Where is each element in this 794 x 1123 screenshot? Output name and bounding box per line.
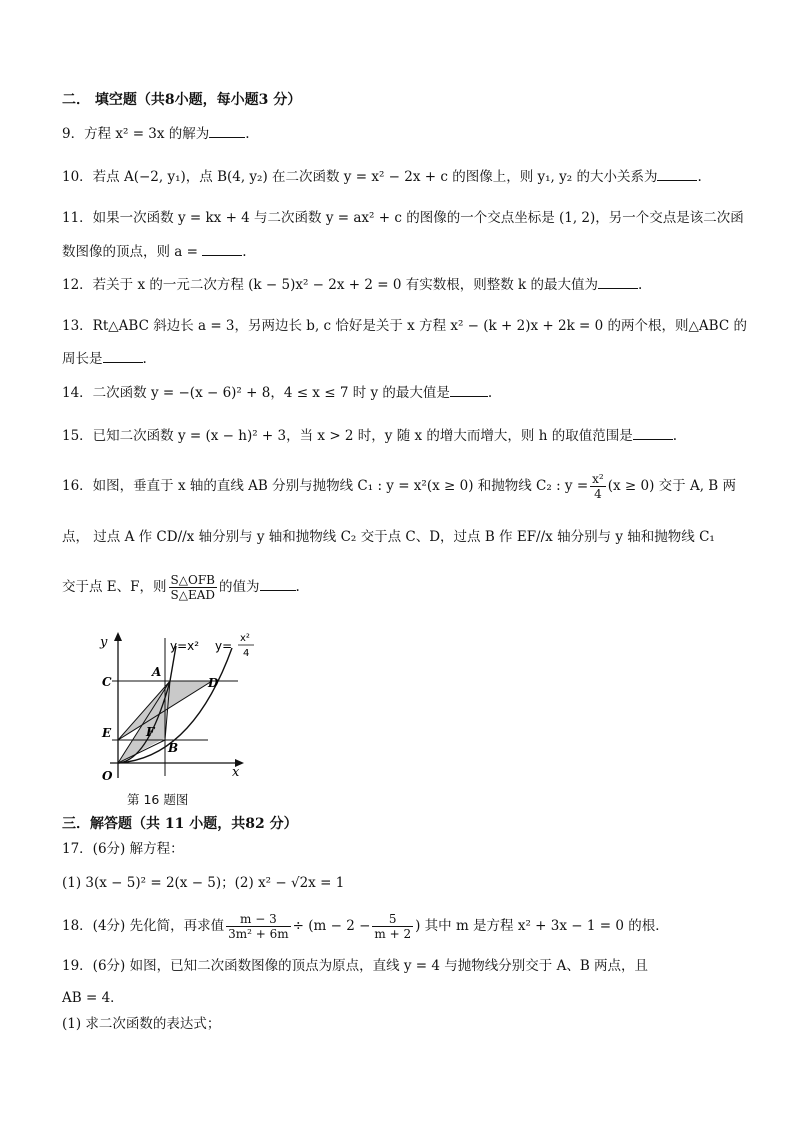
figure-caption: 第 16 题图 [127, 792, 189, 807]
question-16-line1 [62, 472, 734, 501]
question-14-text: 14．二次函数 y = −(x − 6)² + 8，4 ≤ x ≤ 7 时 y 的最大值是 [62, 385, 450, 401]
answer-blank [103, 348, 143, 363]
fraction-2 [372, 912, 413, 941]
question-16-text-c: 交于点 E、F，则 [62, 579, 167, 595]
curve-c2-fraction-numerator: x² [240, 633, 250, 644]
answer-blank [209, 123, 245, 138]
question-13-line2: 周长是 . [62, 348, 734, 369]
question-18-text-a: 18．(4分) 先化简，再求值 [62, 918, 225, 934]
question-10: 10．若点 A(−2, y₁)，点 B(4, y₂) 在二次函数 y = x² − 2x + c 的图像上，则 y₁, y₂ 的大小关系为 . [62, 166, 734, 187]
fraction-numerator: S△OFB [169, 573, 218, 588]
answer-section-header: 三．解答题（共 11 小题，共82 分） [62, 816, 298, 832]
question-14: 14．二次函数 y = −(x − 6)² + 8，4 ≤ x ≤ 7 时 y 的最大值是 . [62, 382, 734, 403]
fraction-x2-over-4 [590, 472, 606, 501]
label-b: B [168, 741, 179, 755]
question-16-line2: 点， 过点 A 作 CD//x 轴分别与 y 轴和抛物线 C₂ 交于点 C、D，过点 B 作 EF//x 轴分别与 y 轴和抛物线 C₁ [62, 529, 715, 545]
fill-in-section-header: 二． 填空题（共8小题，每小题3 分） [62, 92, 302, 108]
question-12: 12．若关于 x 的一元二次方程 (k − 5)x² − 2x + 2 = 0 有实数根，则整数 k 的最大值为 . [62, 274, 734, 295]
question-12-text: 12．若关于 x 的一元二次方程 (k − 5)x² − 2x + 2 = 0 有实数根，则整数 k 的最大值为 [62, 277, 599, 293]
question-19-line2: AB = 4． [62, 990, 124, 1006]
y-axis-arrow-icon [114, 632, 122, 641]
question-15: 15．已知二次函数 y = (x − h)² + 3，当 x > 2 时，y 随 x 的增大而增大，则 h 的取值范围是 . [62, 425, 734, 446]
label-x: x [232, 765, 240, 780]
question-16-text-b: (x ≥ 0) 交于 A, B 两 [607, 478, 736, 494]
label-e: E [102, 726, 112, 740]
question-17-line2: (1) 3(x − 5)² = 2(x − 5)；(2) x² − √2x = 1 [62, 875, 345, 891]
label-c: C [102, 675, 112, 689]
question-19-line1: 19．(6分) 如图，已知二次函数图像的顶点为原点，直线 y = 4 与抛物线分别交于 A、B 两点，且 [62, 958, 649, 974]
question-9-text: 9．方程 x² = 3x 的解为 [62, 126, 210, 142]
fraction-numerator: x² [592, 472, 604, 486]
fraction-denominator: m + 2 [374, 927, 412, 941]
answer-blank [657, 166, 697, 181]
question-19-line3: (1) 求二次函数的表达式； [62, 1016, 221, 1032]
question-13-text: 周长是 [62, 351, 103, 367]
question-11-line1: 11．如果一次函数 y = kx + 4 与二次函数 y = ax² + c 的图像的一个交点坐标是 (1, 2)，另一个交点是该二次函 [62, 210, 744, 226]
question-16-line3: 交于点 E、F，则 $\frac{\text{S△OFB}}{\text{S△EAD}}$ 的值为 . [62, 573, 300, 602]
fraction-denominator: 3m² + 6m [228, 927, 289, 941]
question-16-text-d: 的值为 [219, 579, 260, 595]
question-13-line1: 13．Rt△ABC 斜边长 a = 3，另两边长 b, c 恰好是关于 x 方程 x² − (k + 2)x + 2k = 0 的两个根，则△ABC 的 [62, 318, 747, 334]
question-16-figure [92, 628, 262, 793]
answer-blank [450, 382, 488, 397]
label-y: y [100, 635, 108, 650]
answer-blank [202, 241, 242, 256]
question-15-text: 15．已知二次函数 y = (x − h)² + 3，当 x > 2 时，y 随 x 的增大而增大，则 h 的取值范围是 [62, 428, 633, 444]
fraction-numerator: m − 3 [226, 912, 291, 927]
question-18 [62, 912, 734, 941]
question-18-text-b: ÷ (m − 2 − [292, 918, 371, 934]
label-f: F [146, 725, 155, 739]
question-18-text-c: ) 其中 m 是方程 x² + 3x − 1 = 0 的根． [415, 918, 669, 934]
curve-c2-fraction-denominator: 4 [243, 648, 250, 659]
question-11-line2: 数图像的顶点，则 a = . [62, 241, 734, 262]
answer-blank [598, 274, 638, 289]
label-d: D [208, 676, 219, 690]
answer-blank [633, 425, 673, 440]
curve-c1-label: y=x² [170, 639, 200, 653]
label-o: O [102, 769, 113, 783]
fraction-numerator: 5 [372, 912, 413, 927]
question-10-text: 10．若点 A(−2, y₁)，点 B(4, y₂) 在二次函数 y = x² − 2x + c 的图像上，则 y₁, y₂ 的大小关系为 [62, 169, 658, 185]
answer-blank [260, 576, 296, 591]
fraction-denominator: 4 [594, 487, 602, 501]
question-17-line1: 17．(6分) 解方程： [62, 841, 184, 857]
fraction-denominator: S△EAD [170, 588, 216, 602]
question-9: 9．方程 x² = 3x 的解为 . [62, 123, 734, 144]
label-a: A [152, 665, 162, 679]
question-11-text: 数图像的顶点，则 a = [62, 244, 198, 260]
fraction-1 [226, 912, 291, 941]
question-16-text-a: 16．如图，垂直于 x 轴的直线 AB 分别与抛物线 C₁ : y = x²(x ≥ 0) 和抛物线 C₂ : y = [62, 478, 589, 494]
curve-c2-label: y= [215, 639, 233, 653]
fraction-area-ratio [169, 573, 218, 602]
